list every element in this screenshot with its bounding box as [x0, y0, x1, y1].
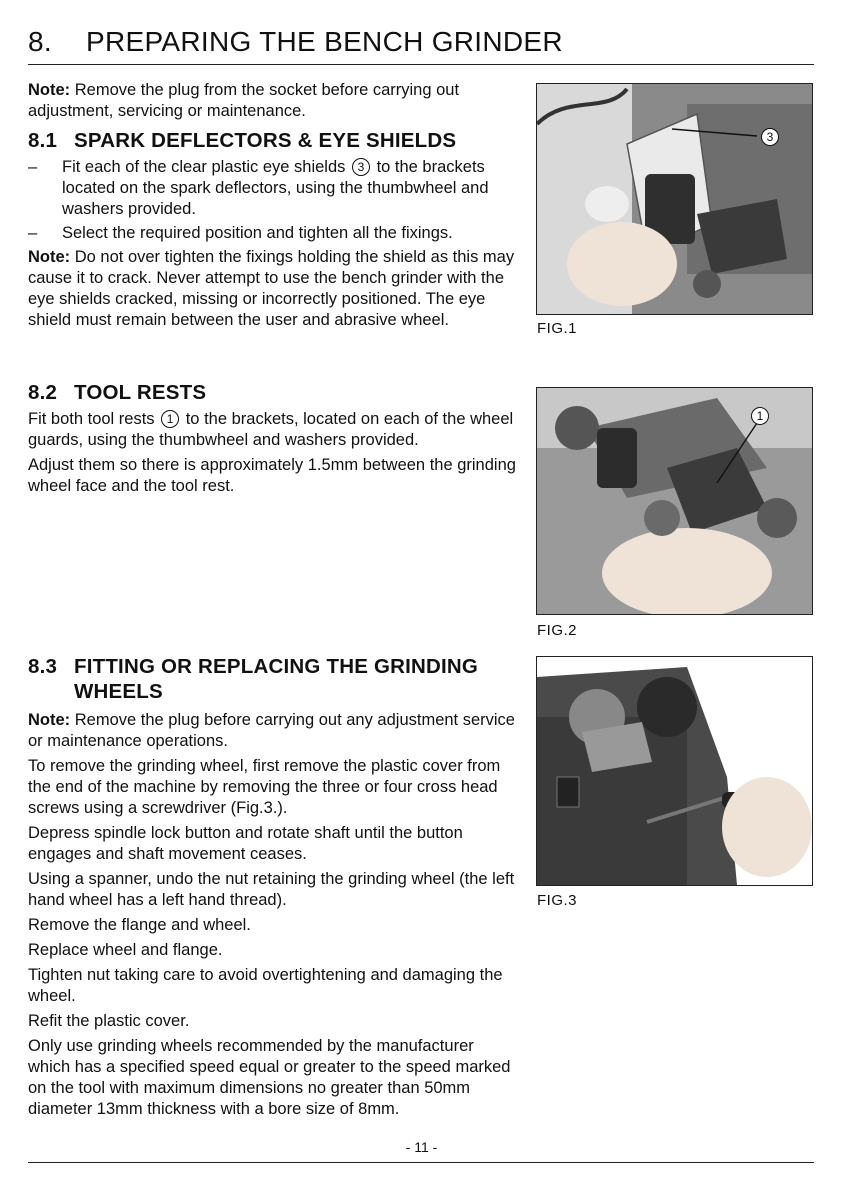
heading-8-2: 8.2 TOOL RESTS — [28, 381, 207, 404]
procedure-step: Tighten nut taking care to avoid overtightening and damaging the wheel. — [28, 966, 503, 1005]
procedure-step: To remove the grinding wheel, first remove the plastic cover from the end of the machine by removing the three or four cross head screws using a screwdriver (Fig.3.). — [28, 757, 501, 817]
note-unplug: Note: Remove the plug before carrying out any adjustment service or maintenance operations. — [28, 711, 515, 750]
text-column-bottom — [28, 654, 518, 1124]
figure-1-photo — [536, 83, 813, 315]
text-column-top — [28, 80, 516, 335]
ref-1-marker: 1 — [161, 410, 179, 428]
intro-note: Note: Remove the plug from the socket before carrying out adjustment, servicing or maintenance. — [28, 81, 460, 120]
figure-2-caption: FIG.2 — [537, 622, 578, 639]
page-title — [28, 26, 563, 58]
note-eye-shield: Note: Do not over tighten the fixings holding the shield as this may cause it to crack. Never attempt to use the bench grinder with the eye shields cracked, missing or incorrectly positioned. The eye shield must remain between the user and abrasive wheel. — [28, 248, 515, 329]
figure-3-photo — [536, 656, 813, 886]
bullet-eye-shields: – Fit each of the clear plastic eye shields 3 to the brackets located on the spark deflectors, using the thumbwheel and washers provided. — [28, 158, 489, 218]
figure-2-illustration — [537, 388, 812, 614]
figure-1-caption: FIG.1 — [537, 320, 578, 337]
heading-8-3: 8.3 FITTING OR REPLACING THE GRINDING WHEELS — [28, 655, 479, 703]
footer-rule — [28, 1162, 814, 1163]
procedure-step: Replace wheel and flange. — [28, 941, 223, 959]
procedure-step: Refit the plastic cover. — [28, 1012, 190, 1030]
tool-rest-paragraph-2: Adjust them so there is approximately 1.5mm between the grinding wheel face and the tool rest. — [28, 456, 516, 495]
callout-3: 3 — [761, 128, 779, 146]
procedure-step: Depress spindle lock button and rotate shaft until the button engages and shaft movement ceases. — [28, 824, 463, 863]
title-rule — [28, 64, 814, 65]
figure-2-photo — [536, 387, 813, 615]
figure-3-caption: FIG.3 — [537, 892, 578, 909]
figure-1-illustration — [537, 84, 812, 314]
callout-1: 1 — [751, 407, 769, 425]
ref-3-marker: 3 — [352, 158, 370, 176]
text-column-middle — [28, 382, 516, 501]
heading-8-1: 8.1 SPARK DEFLECTORS & EYE SHIELDS — [28, 129, 457, 152]
procedure-step: Remove the flange and wheel. — [28, 916, 251, 934]
section-number: 8. — [28, 26, 52, 57]
procedure-step: Only use grinding wheels recommended by the manufacturer which has a specified speed equal or greater to the speed marked on the tool with maximum dimensions no greater than 50mm diameter 13mm thickness with a bore size of 8mm. — [28, 1037, 511, 1118]
figure-3-illustration — [537, 657, 812, 885]
tool-rest-paragraph-1: Fit both tool rests 1 to the brackets, located on each of the wheel guards, using the thumbwheel and washers provided. — [28, 410, 514, 449]
section-title: PREPARING THE BENCH GRINDER — [86, 26, 563, 57]
bullet-position: – Select the required position and tighten all the fixings. — [28, 224, 453, 242]
procedure-step: Using a spanner, undo the nut retaining the grinding wheel (the left hand wheel has a left hand thread). — [28, 870, 515, 909]
page-number: - 11 - — [405, 1139, 438, 1155]
